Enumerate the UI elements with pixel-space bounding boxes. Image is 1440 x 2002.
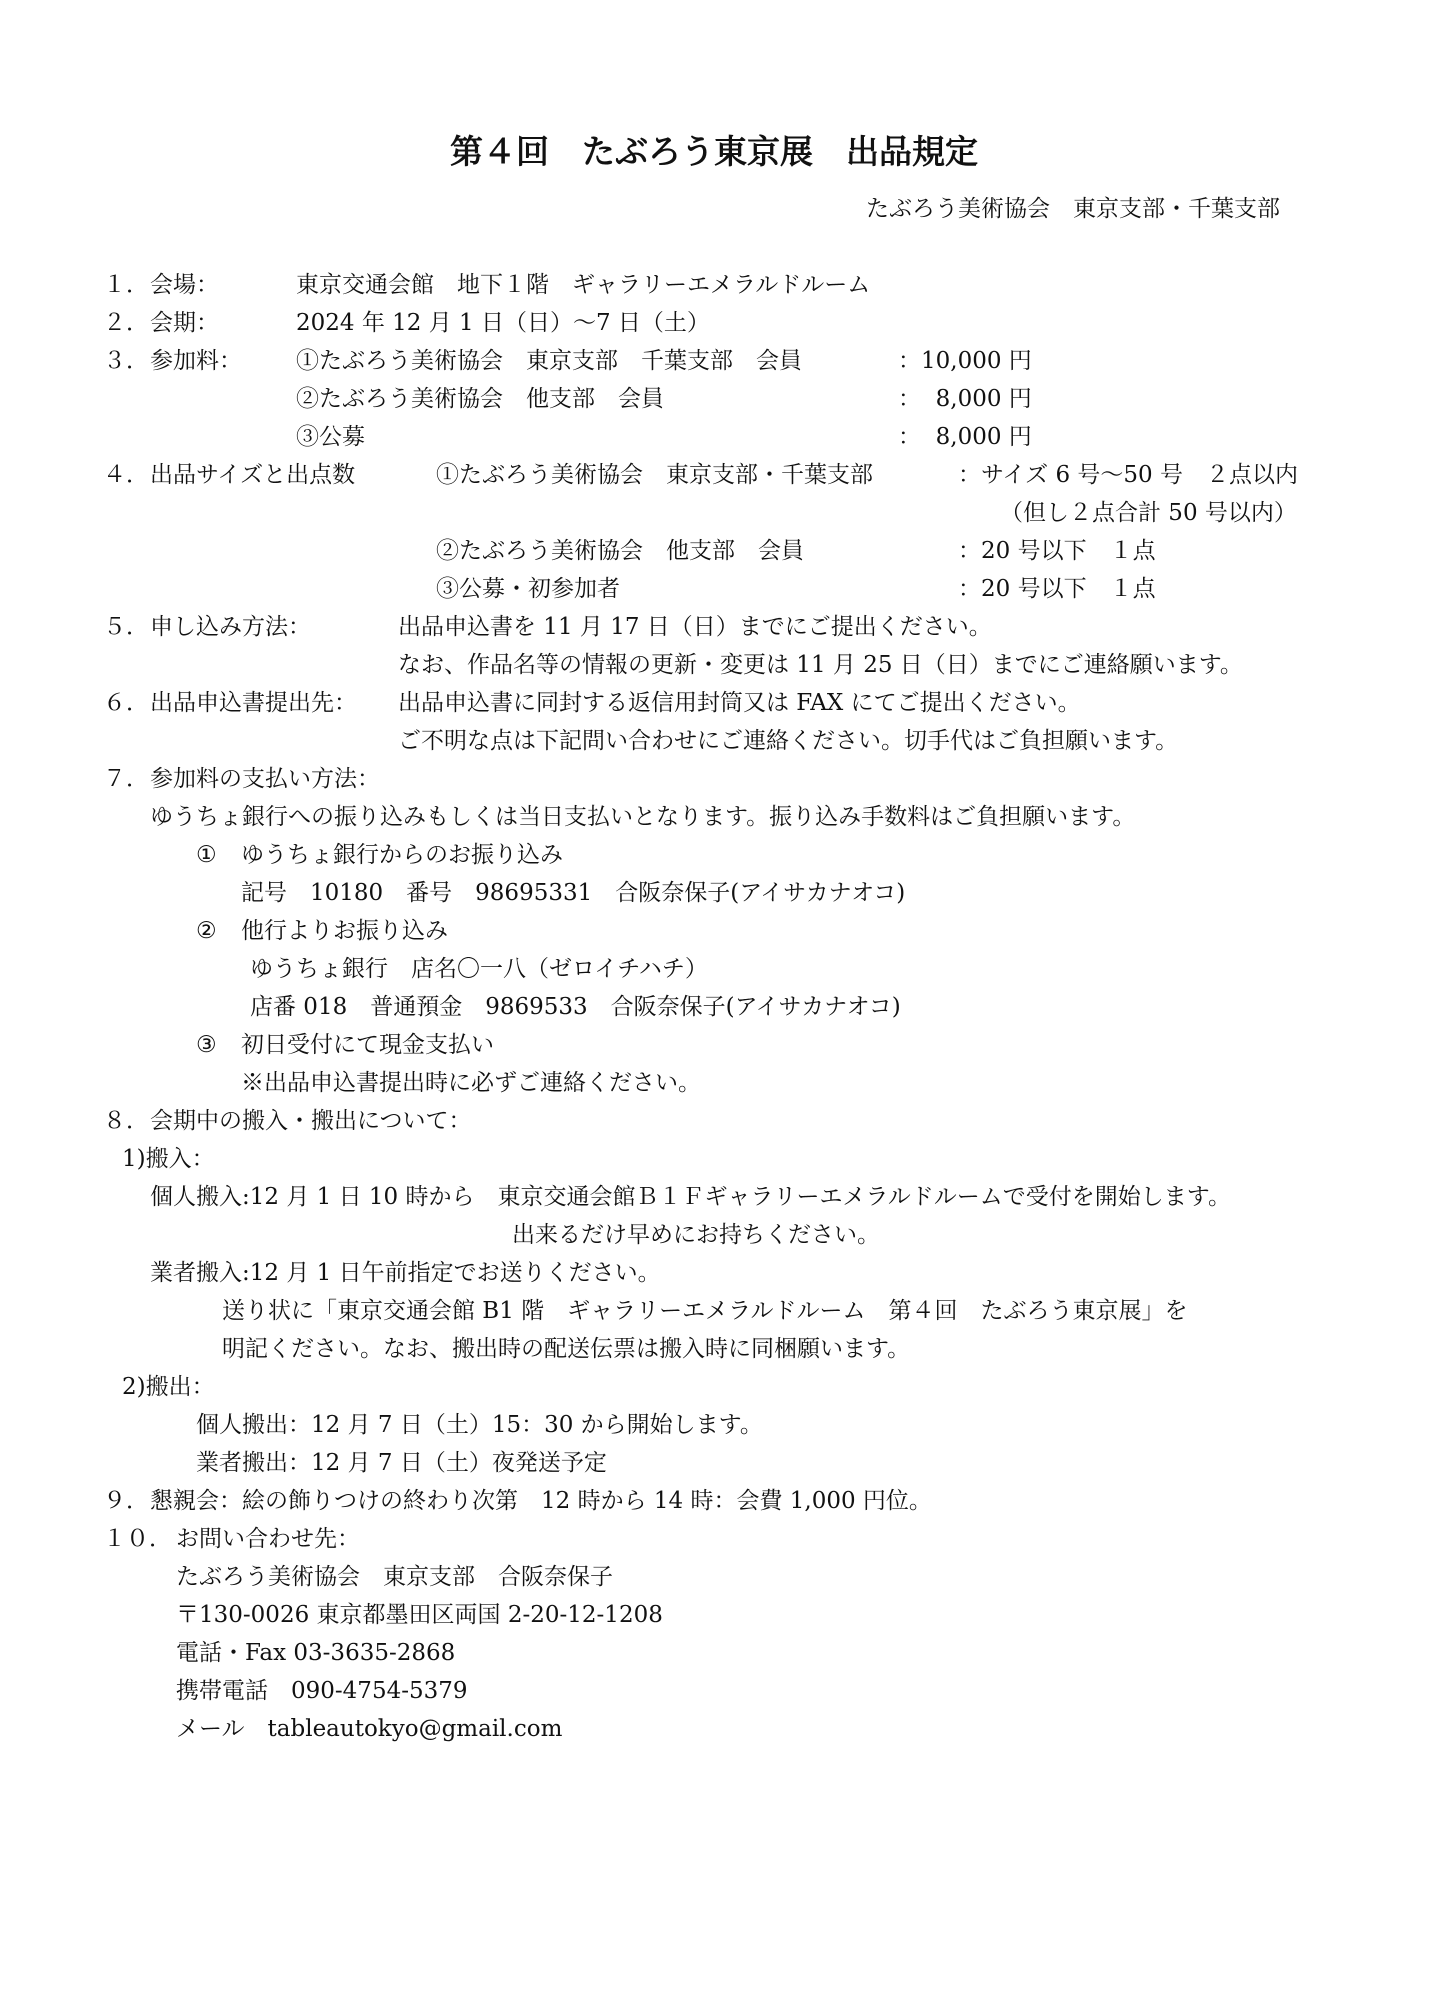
size-row-limit: ：20 号以下 １点 (958, 576, 1156, 602)
section-number: ５． (103, 614, 149, 640)
fee-label: 参加料： (150, 348, 242, 374)
carry-in-vendor: 業者搬入:12 月 1 日午前指定でお送りください。 (150, 1260, 661, 1286)
venue-label: 会場： (150, 272, 219, 298)
contact-org: たぶろう美術協会 東京支部 合阪奈保子 (176, 1564, 613, 1590)
carry-out-personal: 個人搬出：12 月 7 日（土）15：30 から開始します。 (196, 1412, 763, 1438)
section-number: ２． (103, 310, 149, 336)
carry-in-personal-note: 出来るだけ早めにお持ちください。 (512, 1222, 880, 1248)
payment-option-note: ※出品申込書提出時に必ずご連絡ください。 (241, 1070, 701, 1096)
payment-option-title: 他行よりお振り込み (241, 918, 448, 944)
section-number: ３． (103, 348, 149, 374)
section-number: ８． (103, 1108, 149, 1134)
period-label: 会期： (150, 310, 219, 336)
section-number: ６． (103, 690, 149, 716)
section-number: ９． (103, 1488, 149, 1514)
size-row-name: ①たぶろう美術協会 東京支部・千葉支部 (436, 462, 873, 488)
contact-address: 〒130-0026 東京都墨田区両国 2-20-12-1208 (176, 1602, 663, 1628)
carry-in-label: 1)搬入： (122, 1146, 215, 1172)
carry-in-personal: 個人搬入:12 月 1 日 10 時から 東京交通会館Ｂ１Ｆギャラリーエメラルドルームで受付を開始します。 (150, 1184, 1231, 1210)
contact-tel-fax: 電話・Fax 03-3635-2868 (176, 1640, 456, 1666)
size-note: （但し２点合計 50 号以内） (1000, 500, 1297, 526)
fee-row-amount: ： 8,000 円 (898, 386, 1032, 412)
size-row-name: ②たぶろう美術協会 他支部 会員 (436, 538, 804, 564)
apply-line: なお、作品名等の情報の更新・変更は 11 月 25 日（日）までにご連絡願います。 (398, 652, 1243, 678)
organizer: たぶろう美術協会 東京支部・千葉支部 (866, 196, 1280, 222)
payment-option-mark: ③ (196, 1032, 217, 1058)
payment-option-detail: 記号 10180 番号 98695331 合阪奈保子(アイサカナオコ) (241, 880, 906, 906)
payment-option-title: ゆうちょ銀行からのお振り込み (241, 842, 563, 868)
contact-mobile: 携帯電話 090-4754-5379 (176, 1678, 468, 1704)
venue-value: 東京交通会館 地下１階 ギャラリーエメラルドルーム (296, 272, 871, 298)
carry-out-vendor: 業者搬出：12 月 7 日（土）夜発送予定 (196, 1450, 607, 1476)
section-number: １． (103, 272, 149, 298)
apply-label: 申し込み方法： (150, 614, 311, 640)
size-label: 出品サイズと出点数 (150, 462, 356, 488)
payment-option-detail: ゆうちょ銀行 店名〇一八（ゼロイチハチ） (250, 956, 708, 982)
party-text: 懇親会：絵の飾りつけの終わり次第 12 時から 14 時：会費 1,000 円位。 (150, 1488, 932, 1514)
fee-row-amount: ： 8,000 円 (898, 424, 1032, 450)
payment-option-detail: 店番 018 普通預金 9869533 合阪奈保子(アイサカナオコ) (250, 994, 901, 1020)
delivery-label: 会期中の搬入・搬出について： (150, 1108, 472, 1134)
page-title: 第４回 たぶろう東京展 出品規定 (450, 132, 978, 171)
payment-intro: ゆうちょ銀行への振り込みもしくは当日支払いとなります。振り込み手数料はご負担願います。 (150, 804, 1136, 830)
carry-in-vendor-note: 明記ください。なお、搬出時の配送伝票は搬入時に同梱願います。 (222, 1336, 911, 1362)
fee-row-amount: ：10,000 円 (898, 348, 1032, 374)
fee-row-name: ②たぶろう美術協会 他支部 会員 (296, 386, 664, 412)
carry-in-vendor-note: 送り状に「東京交通会館 B1 階 ギャラリーエメラルドルーム 第４回 たぶろう東京展」を (222, 1298, 1188, 1324)
submit-label: 出品申込書提出先： (150, 690, 357, 716)
period-value: 2024 年 12 月 1 日（日）～7 日（土） (296, 310, 710, 336)
section-number: ４． (103, 462, 149, 488)
fee-row-name: ③公募 (296, 424, 365, 450)
section-number: ７． (103, 766, 149, 792)
payment-option-mark: ① (196, 842, 217, 868)
section-number: １０． (103, 1526, 172, 1552)
carry-out-label: 2)搬出： (122, 1374, 215, 1400)
payment-option-title: 初日受付にて現金支払い (241, 1032, 494, 1058)
submit-line: 出品申込書に同封する返信用封筒又は FAX にてご提出ください。 (398, 690, 1081, 716)
submit-line: ご不明な点は下記問い合わせにご連絡ください。切手代はご負担願います。 (398, 728, 1179, 754)
apply-line: 出品申込書を 11 月 17 日（日）までにご提出ください。 (398, 614, 992, 640)
size-row-limit: ：20 号以下 １点 (958, 538, 1156, 564)
fee-row-name: ①たぶろう美術協会 東京支部 千葉支部 会員 (296, 348, 802, 374)
contact-email: メール tableautokyo@gmail.com (176, 1716, 563, 1742)
size-row-name: ③公募・初参加者 (436, 576, 620, 602)
payment-option-mark: ② (196, 918, 217, 944)
payment-label: 参加料の支払い方法： (150, 766, 380, 792)
contact-label: お問い合わせ先： (176, 1526, 360, 1552)
size-row-limit: ：サイズ 6 号～50 号 ２点以内 (958, 462, 1298, 488)
